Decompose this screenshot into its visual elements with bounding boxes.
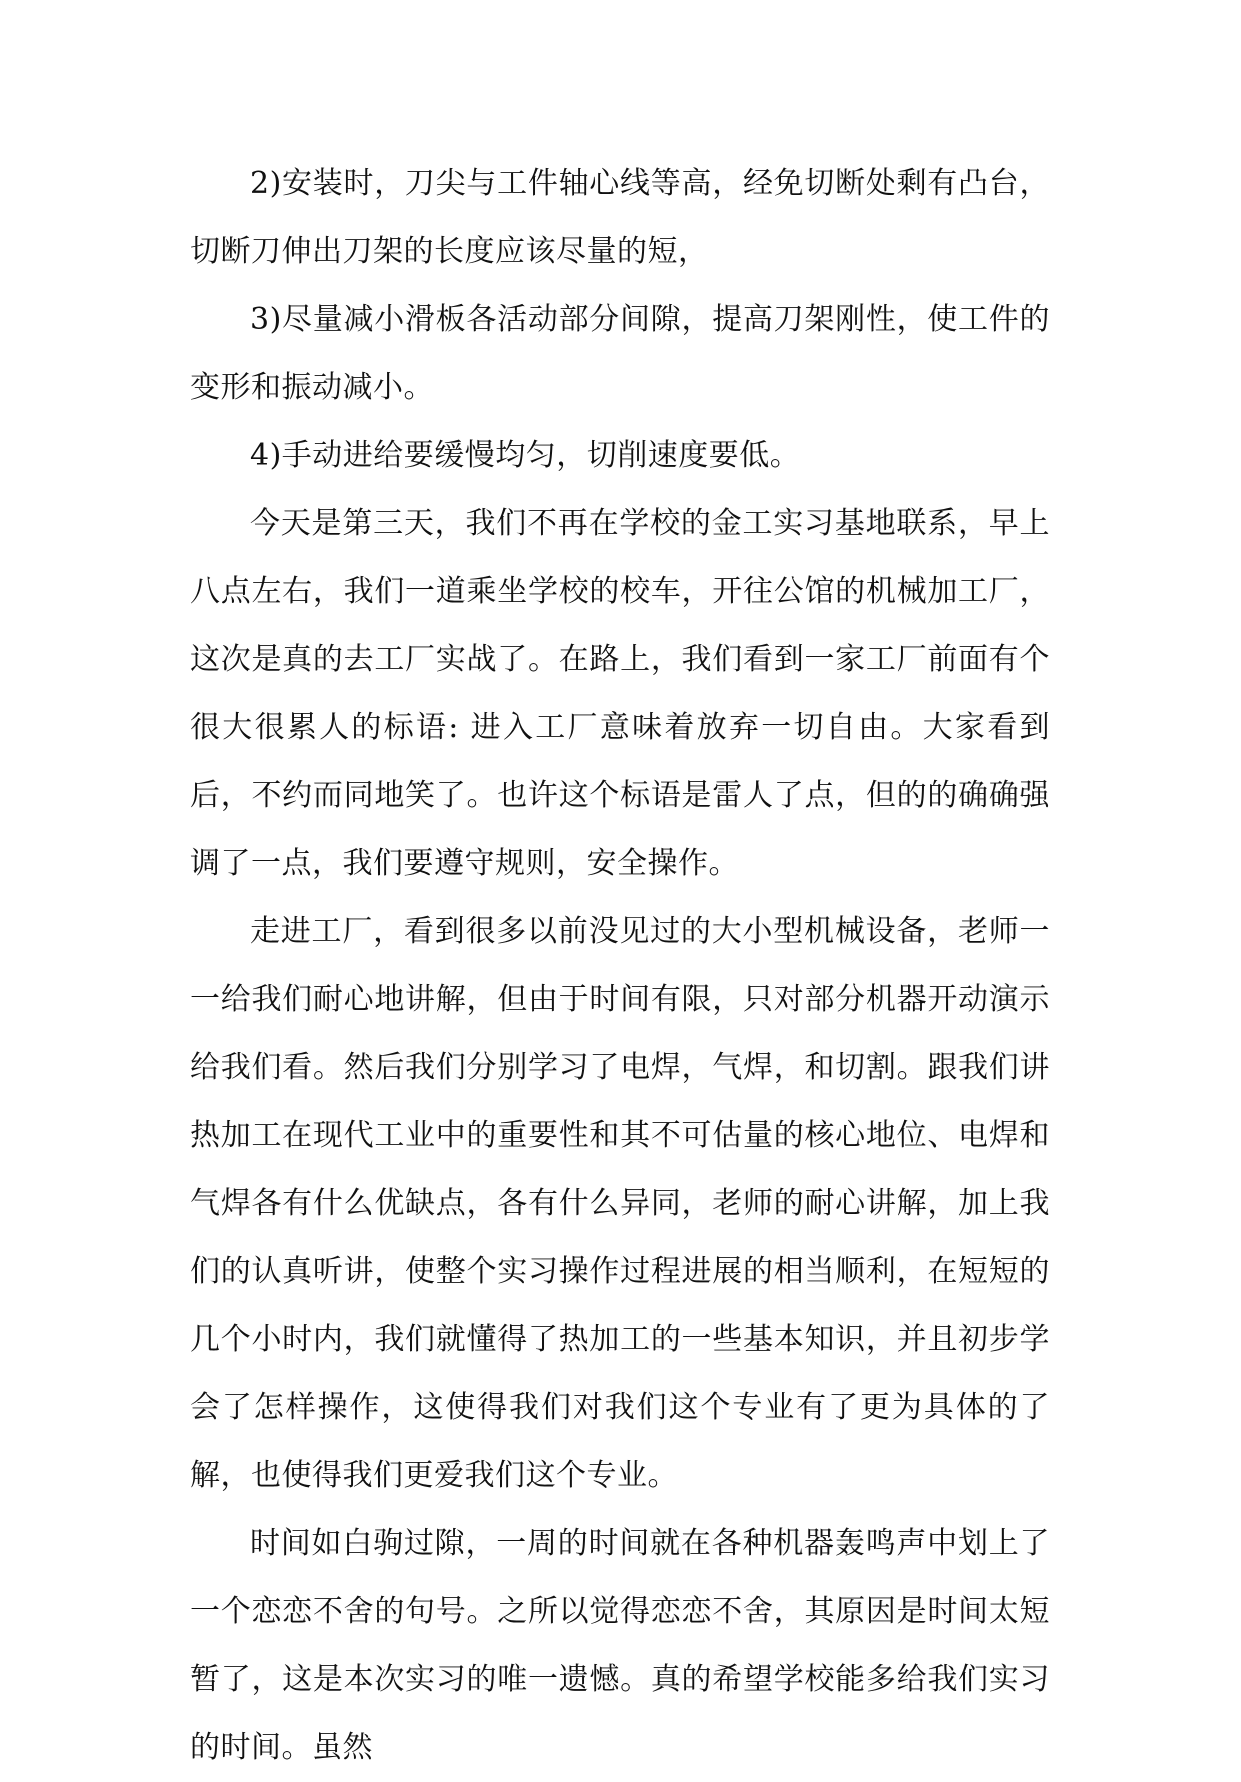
paragraph-3: 4)手动进给要缓慢均匀，切削速度要低。 bbox=[250, 438, 801, 473]
paragraph-6: 时间如白驹过隙，一周的时间就在各种机器轰鸣声中划上了一个恋恋不舍的句号。之所以觉得恋恋不舍，其原因是时间太短暂了，这是本次实习的唯一遗憾。真的希望学校能多给我们实习的时间。虽然 bbox=[190, 1526, 1050, 1765]
paragraph-1: 2)安装时，刀尖与工件轴心线等高，经免切断处剩有凸台，切断刀伸出刀架的长度应该尽量的短， bbox=[190, 166, 1050, 269]
paragraph-5: 走进工厂，看到很多以前没见过的大小型机械设备，老师一一给我们耐心地讲解，但由于时间有限，只对部分机器开动演示给我们看。然后我们分别学习了电焊，气焊，和切割。跟我们讲热加工在现代工业中的重要性和其不可估量的核心地位、电焊和气焊各有什么优缺点，各有什么异同，老师的耐心讲解，加上我们的认真听讲，使整个实习操作过程进展的相当顺利，在短短的几个小时内，我们就懂得了热加工的一些基本知识，并且初步学会了怎样操作，这使得我们对我们这个专业有了更为具体的了解，也使得我们更爱我们这个专业。 bbox=[190, 914, 1050, 1493]
document-body bbox=[190, 150, 1050, 1782]
paragraph-2: 3)尽量减小滑板各活动部分间隙，提高刀架刚性，使工件的变形和振动减小。 bbox=[190, 302, 1050, 405]
paragraph-4: 今天是第三天，我们不再在学校的金工实习基地联系，早上八点左右，我们一道乘坐学校的校车，开往公馆的机械加工厂，这次是真的去工厂实战了。在路上，我们看到一家工厂前面有个很大很累人的标语: 进入工厂意味着放弃一切自由。大家看到后，不约而同地笑了。也许这个标语是雷人了点，但的的确确强调了一点，我们要遵守规则，安全操作。 bbox=[190, 506, 1050, 881]
